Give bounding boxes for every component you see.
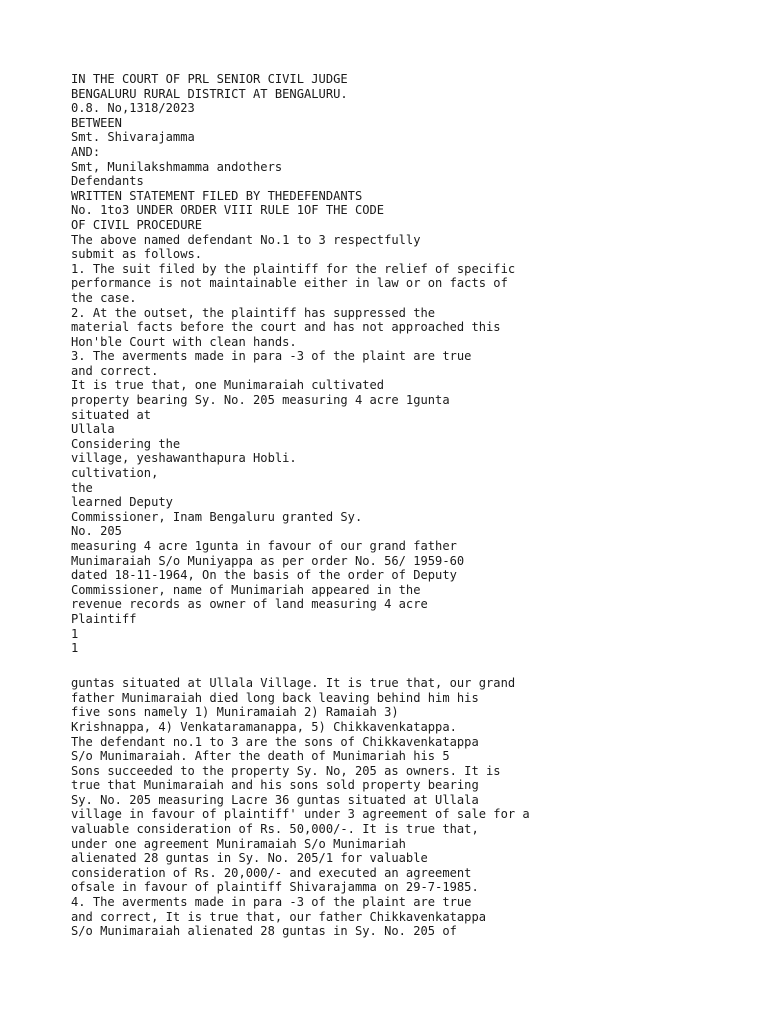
body-line: learned Deputy	[71, 495, 173, 510]
district-line: BENGALURU RURAL DISTRICT AT BENGALURU.	[71, 86, 348, 101]
defendant-name: Smt, Munilakshmamma andothers	[71, 159, 283, 174]
paragraph-4: 4. The averments made in para -3 of the plaint are true	[71, 895, 472, 910]
body-line: dated 18-11-1964, On the basis of the order of Deputy	[71, 568, 457, 583]
body-line: cultivation,	[71, 466, 159, 481]
body-line: Sy. No. 205 measuring Lacre 36 guntas situated at Ullala	[71, 792, 479, 807]
body-line: Commissioner, Inam Bengaluru granted Sy.	[71, 509, 363, 524]
body-line: S/o Munimaraiah alienated 28 guntas in Sy. No. 205 of	[71, 924, 457, 939]
body-line: The above named defendant No.1 to 3 respectfully	[71, 232, 421, 247]
and-label: AND:	[71, 144, 101, 159]
page-number: 1	[71, 626, 79, 641]
body-line: consideration of Rs. 20,000/- and executed an agreement	[71, 865, 472, 880]
body-line: true that Munimaraiah and his sons sold property bearing	[71, 778, 479, 793]
body-line: under one agreement Muniramaiah S/o Munimariah	[71, 836, 406, 851]
body-line: Sons succeeded to the property Sy. No, 205 as owners. It is	[71, 763, 501, 778]
body-line: S/o Munimaraiah. After the death of Munimariah his 5	[71, 749, 450, 764]
body-line: valuable consideration of Rs. 50,000/-. It is true that,	[71, 822, 479, 837]
defendants-label: Defendants	[71, 174, 144, 189]
body-line: It is true that, one Munimaraiah cultivated	[71, 378, 385, 393]
body-line: Hon'ble Court with clean hands.	[71, 334, 297, 349]
statement-title-line-2: No. 1to3 UNDER ORDER VIII RULE 1OF THE CODE	[71, 203, 385, 218]
plaintiff-label: Plaintiff	[71, 611, 137, 626]
body-line: the	[71, 480, 93, 495]
body-line: material facts before the court and has not approached this	[71, 320, 501, 335]
page-number: 1	[71, 641, 79, 656]
body-line: situated at	[71, 407, 152, 422]
body-line: five sons namely 1) Muniramaiah 2) Ramaiah 3)	[71, 705, 399, 720]
body-line: revenue records as owner of land measuring 4 acre	[71, 597, 428, 612]
paragraph-2: 2. At the outset, the plaintiff has suppressed the	[71, 305, 436, 320]
statement-title-line-3: OF CIVIL PROCEDURE	[71, 217, 203, 232]
court-name-line: IN THE COURT OF PRL SENIOR CIVIL JUDGE	[71, 72, 348, 86]
body-line: alienated 28 guntas in Sy. No. 205/1 for valuable	[71, 851, 428, 866]
body-line: Commissioner, name of Munimariah appeared in the	[71, 582, 421, 597]
document-page	[71, 72, 751, 939]
body-line: performance is not maintainable either in law or on facts of	[71, 276, 508, 291]
body-line: No. 205	[71, 524, 122, 539]
between-label: BETWEEN	[71, 115, 122, 130]
body-line: and correct.	[71, 363, 159, 378]
paragraph-1: 1. The suit filed by the plaintiff for the relief of specific	[71, 261, 516, 276]
body-line: and correct, It is true that, our father Chikkavenkatappa	[71, 909, 487, 924]
body-line: submit as follows.	[71, 247, 203, 262]
body-line: measuring 4 acre 1gunta in favour of our grand father	[71, 539, 457, 553]
paragraph-3: 3. The averments made in para -3 of the plaint are true	[71, 349, 472, 364]
body-line: guntas situated at Ullala Village. It is true that, our grand	[71, 676, 516, 691]
body-line: property bearing Sy. No. 205 measuring 4 acre 1gunta	[71, 393, 450, 408]
body-line: Considering the	[71, 436, 181, 451]
body-line: Krishnappa, 4) Venkataramanappa, 5) Chikkavenkatappa.	[71, 719, 457, 734]
body-line: village, yeshawanthapura Hobli.	[71, 451, 297, 466]
body-line: village in favour of plaintiff' under 3 agreement of sale for a	[71, 807, 530, 822]
blank-line	[71, 656, 751, 676]
body-line: the case.	[71, 290, 137, 305]
body-line: ofsale in favour of plaintiff Shivarajamma on 29-7-1985.	[71, 880, 479, 895]
case-number: 0.8. No,1318/2023	[71, 101, 195, 116]
body-line: Munimaraiah S/o Muniyappa as per order No. 56/ 1959-60	[71, 553, 465, 568]
statement-title: WRITTEN STATEMENT FILED BY THEDEFENDANTS	[71, 188, 363, 203]
body-line: father Munimaraiah died long back leaving behind him his	[71, 690, 479, 705]
body-line: The defendant no.1 to 3 are the sons of Chikkavenkatappa	[71, 734, 479, 749]
body-line: Ullala	[71, 422, 115, 437]
plaintiff-name: Smt. Shivarajamma	[71, 130, 195, 145]
